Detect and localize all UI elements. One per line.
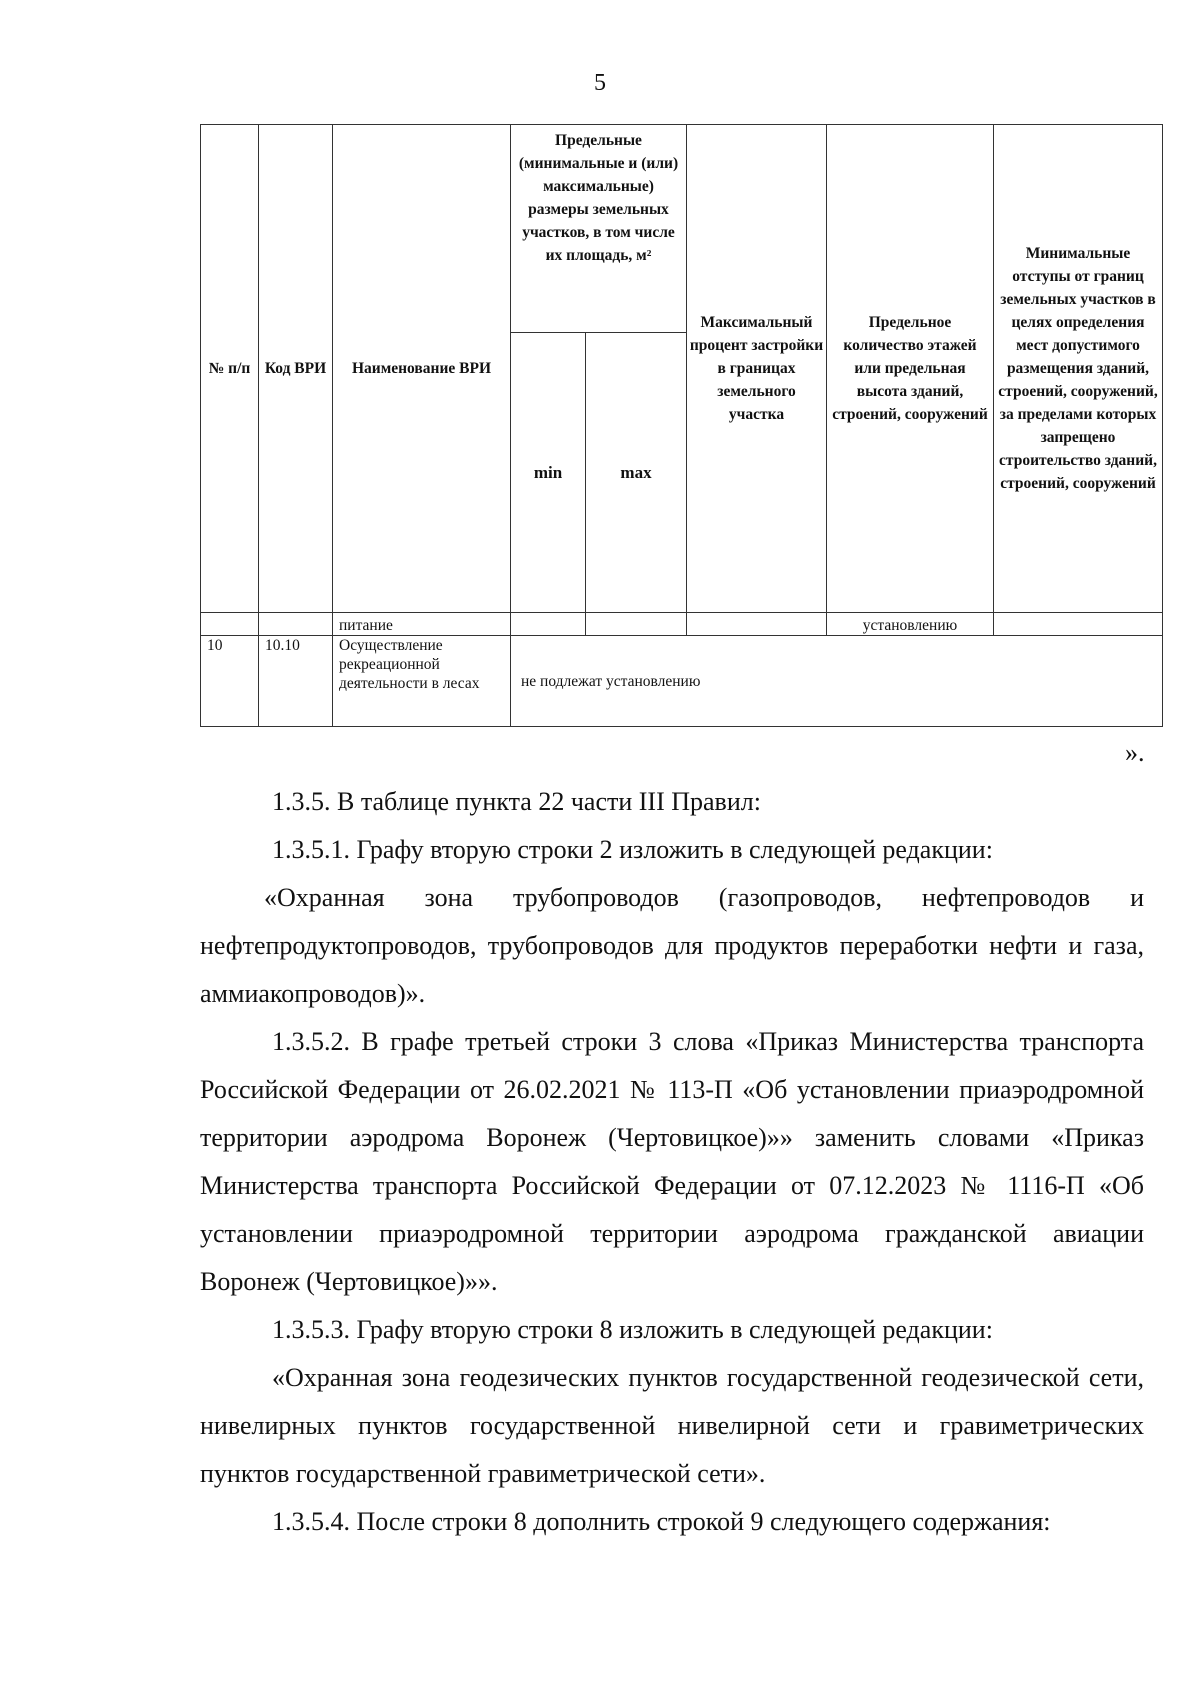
header-setbacks: Минимальные отступы от границ земельных участков в целях определения мест допустимого размещения зданий, строений, сооружений, за пределами которых запрещено строительство зданий, строений, сооружений: [994, 125, 1163, 613]
cell-num: [201, 613, 259, 636]
page-number: 5: [594, 70, 606, 96]
paragraph: «Охранная зона геодезических пунктов государственной геодезической сети, нивелирных пунктов государственной нивелирной сети и гравиметрических пунктов государственной гравиметрической сети».: [200, 1363, 1144, 1488]
cell-setbacks: [994, 613, 1163, 636]
header-max-percent: Максимальный процент застройки в границах земельного участка: [687, 125, 827, 613]
regulations-table: [200, 124, 1163, 727]
cell-name: Осуществление рекреационной деятельности в лесах: [333, 636, 511, 727]
paragraph: 1.3.5.3. Графу вторую строки 8 изложить в следующей редакции:: [272, 1315, 993, 1344]
cell-max: [586, 613, 687, 636]
cell-min: [511, 613, 586, 636]
body-text: [200, 778, 1144, 1546]
header-num: № п/п: [201, 125, 259, 613]
cell-code: [259, 613, 333, 636]
header-min: min: [511, 333, 586, 613]
header-code: Код ВРИ: [259, 125, 333, 613]
paragraph: 1.3.5.2. В графе третьей строки 3 слова «Приказ Министерства транспорта Российской Федерации от 26.02.2021 № 113-П «Об установлении приаэродромной территории аэродрома Воронеж (Чертовицкое)»» заменить словами «Приказ Министерства транспорта Российской Федерации от 07.12.2023 № 1116-П «Об установлении приаэродромной территории аэродрома гражданской авиации Воронеж (Чертовицкое)»».: [200, 1027, 1144, 1296]
cell-merged-not-subject: не подлежат установлению: [511, 636, 1163, 727]
paragraph: «Охранная зона трубопроводов (газопроводов, нефтепроводов и нефтепродуктопроводов, трубопроводов для продуктов переработки нефти и газа, аммиакопроводов)».: [200, 883, 1144, 1008]
header-max: max: [586, 333, 687, 613]
paragraph: 1.3.5.4. После строки 8 дополнить строкой 9 следующего содержания:: [272, 1507, 1051, 1536]
cell-floors: установлению: [827, 613, 994, 636]
header-plot-sizes: Предельные (минимальные и (или) максимальные) размеры земельных участков, в том числе их площадь, м²: [511, 125, 687, 333]
cell-name: питание: [333, 613, 511, 636]
table-row: [201, 613, 1163, 636]
cell-num: 10: [201, 636, 259, 727]
table-row: [201, 636, 1163, 727]
header-floors-height: Предельное количество этажей или предельная высота зданий, строений, сооружений: [827, 125, 994, 613]
paragraph: 1.3.5. В таблице пункта 22 части III Правил:: [272, 787, 761, 816]
cell-percent: [687, 613, 827, 636]
header-name: Наименование ВРИ: [333, 125, 511, 613]
closing-quote: ».: [1125, 738, 1145, 767]
paragraph: 1.3.5.1. Графу вторую строки 2 изложить в следующей редакции:: [272, 835, 993, 864]
cell-code: 10.10: [259, 636, 333, 727]
